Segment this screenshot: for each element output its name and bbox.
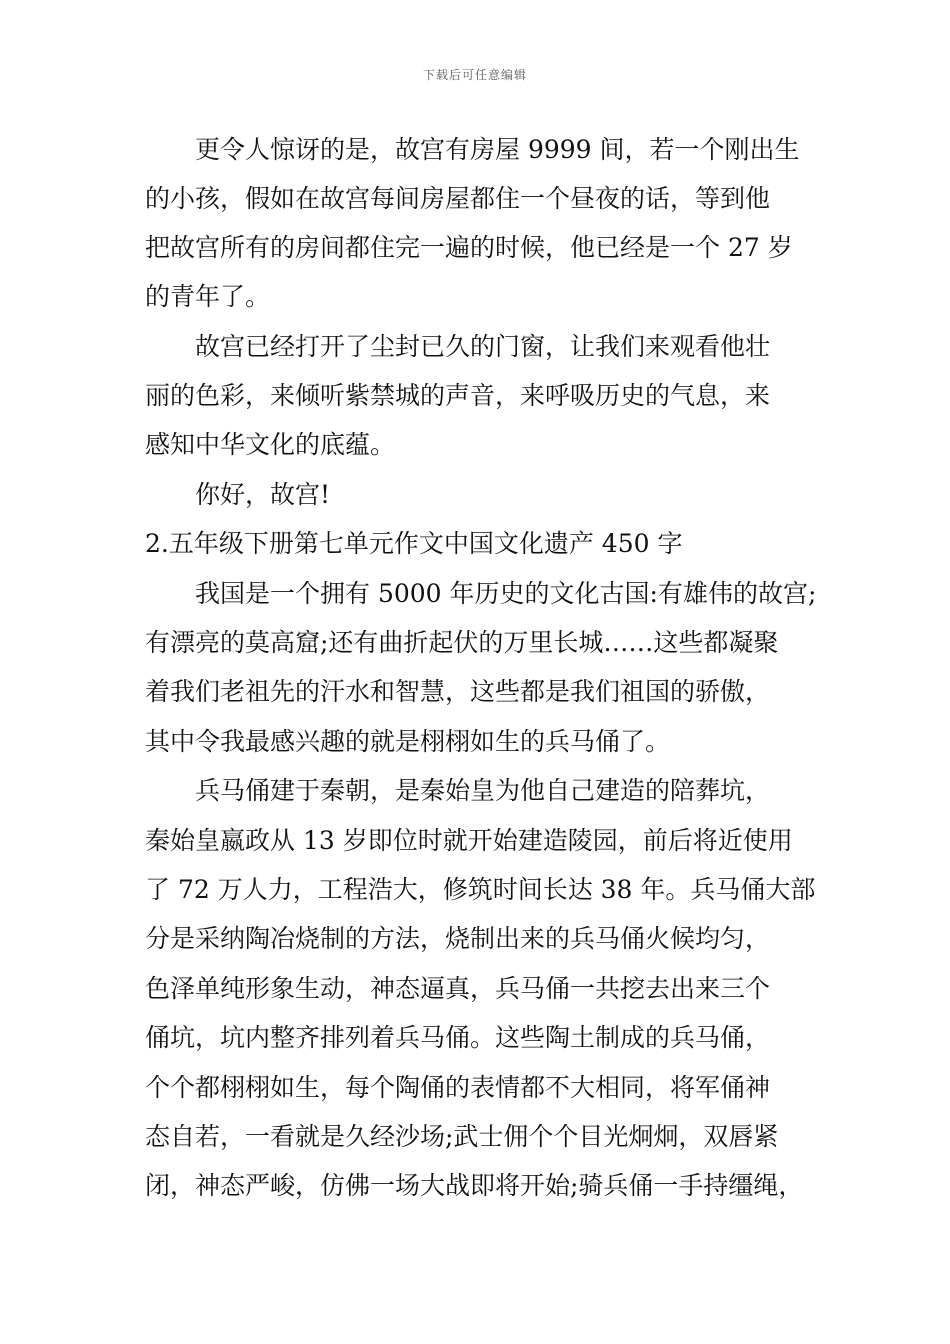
text-line: 俑坑，坑内整齐排列着兵马俑。这些陶土制成的兵马俑， bbox=[145, 1023, 771, 1052]
text-line: 色泽单纯形象生动，神态逼真，兵马俑一共挖去出来三个 bbox=[145, 974, 771, 1003]
text-line: 我国是一个拥有 5000 年历史的文化古国:有雄伟的故宫; bbox=[145, 579, 817, 608]
text-line: 秦始皇嬴政从 13 岁即位时就开始建造陵园，前后将近使用 bbox=[145, 826, 793, 855]
text-line: 感知中华文化的底蕴。 bbox=[145, 430, 396, 459]
text-line: 个个都栩栩如生，每个陶俑的表情都不大相同，将军俑神 bbox=[145, 1073, 771, 1102]
text-line: 的青年了。 bbox=[145, 282, 271, 311]
text-line: 着我们老祖先的汗水和智慧，这些都是我们祖国的骄傲， bbox=[145, 677, 771, 706]
section-heading: 2.五年级下册第七单元作文中国文化遗产 450 字 bbox=[145, 529, 683, 558]
text-line: 有漂亮的莫高窟;还有曲折起伏的万里长城……这些都凝聚 bbox=[145, 628, 779, 657]
text-line: 故宫已经打开了尘封已久的门窗，让我们来观看他壮 bbox=[145, 332, 771, 361]
text-line: 丽的色彩，来倾听紫禁城的声音，来呼吸历史的气息，来 bbox=[145, 381, 771, 410]
text-line: 更令人惊讶的是，故宫有房屋 9999 间，若一个刚出生 bbox=[145, 135, 800, 164]
text-line: 态自若，一看就是久经沙场;武士佣个个目光炯炯，双唇紧 bbox=[145, 1122, 779, 1151]
text-line: 兵马俑建于秦朝，是秦始皇为他自己建造的陪葬坑， bbox=[145, 776, 771, 805]
page-header: 下载后可任意编辑 bbox=[422, 68, 527, 82]
text-line: 你好，故宫! bbox=[145, 480, 331, 509]
text-line: 其中令我最感兴趣的就是栩栩如生的兵马俑了。 bbox=[145, 727, 671, 756]
text-line: 分是采纳陶冶烧制的方法，烧制出来的兵马俑火候均匀， bbox=[145, 924, 771, 953]
text-line: 把故宫所有的房间都住完一遍的时候，他已经是一个 27 岁 bbox=[145, 233, 793, 262]
text-line: 了 72 万人力，工程浩大，修筑时间长达 38 年。兵马俑大部 bbox=[145, 875, 816, 904]
text-line: 的小孩，假如在故宫每间房屋都住一个昼夜的话，等到他 bbox=[145, 184, 771, 213]
text-line: 闭，神态严峻，仿佛一场大战即将开始;骑兵俑一手持缰绳， bbox=[145, 1171, 804, 1200]
